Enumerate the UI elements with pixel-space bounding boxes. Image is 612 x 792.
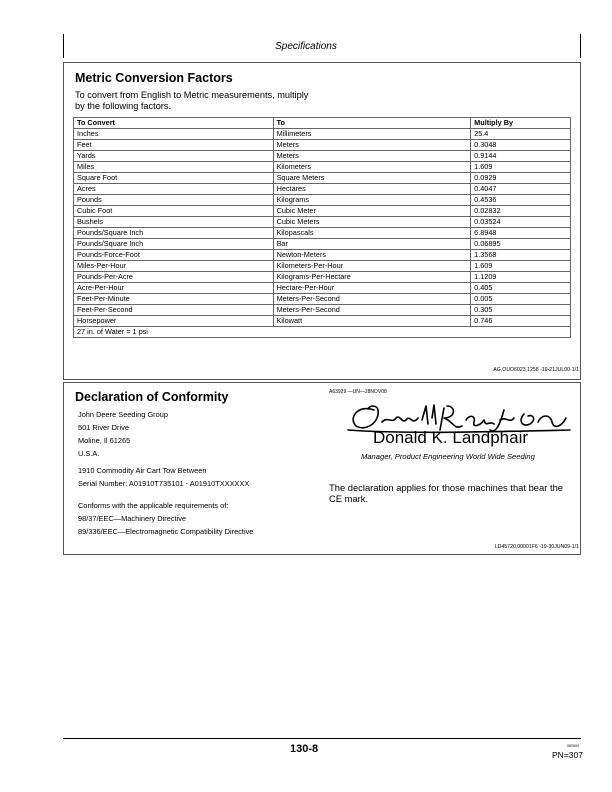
requirements-title: Conforms with the applicable requirements of:	[78, 501, 229, 510]
table-row	[74, 327, 571, 338]
table-note-cell: 27 in. of Water = 1 psi	[74, 327, 571, 338]
from-unit-cell: Feet-Per-Minute	[74, 294, 274, 305]
part-number: PN=307	[552, 750, 583, 760]
metric-reference-code: AG,OUO6023,1258 -19-21JUL00-1/1	[493, 367, 579, 373]
address-line: John Deere Seeding Group	[78, 410, 168, 419]
table-row	[74, 162, 571, 173]
factor-cell: 6.8948	[471, 228, 571, 239]
table-row	[74, 316, 571, 327]
from-unit-cell: Bushels	[74, 217, 274, 228]
product-info	[78, 464, 249, 490]
table-row	[74, 217, 571, 228]
signer-title: Manager, Product Engineering World Wide Seeding	[361, 452, 535, 461]
table-header-row	[74, 118, 571, 129]
metric-intro-line: by the following factors.	[75, 101, 172, 111]
table-row	[74, 184, 571, 195]
to-unit-cell: Newton-Meters	[273, 250, 471, 261]
to-unit-cell: Millimeters	[273, 129, 471, 140]
table-row	[74, 239, 571, 250]
product-line: 1910 Commodity Air Cart Tow Between	[78, 466, 207, 475]
to-unit-cell: Cubic Meters	[273, 217, 471, 228]
table-row	[74, 294, 571, 305]
to-unit-cell: Bar	[273, 239, 471, 250]
factor-cell: 1.1209	[471, 272, 571, 283]
from-unit-cell: Miles-Per-Hour	[74, 261, 274, 272]
to-unit-cell: Kilopascals	[273, 228, 471, 239]
table-row	[74, 140, 571, 151]
footer-rule	[63, 738, 581, 739]
to-unit-cell: Meters	[273, 140, 471, 151]
to-unit-cell: Kilometers	[273, 162, 471, 173]
from-unit-cell: Yards	[74, 151, 274, 162]
metric-intro	[75, 90, 375, 112]
to-unit-cell: Meters-Per-Second	[273, 305, 471, 316]
factor-cell: 0.03524	[471, 217, 571, 228]
column-header: To Convert	[74, 118, 274, 129]
factor-cell: 1.609	[471, 162, 571, 173]
from-unit-cell: Cubic Foot	[74, 206, 274, 217]
to-unit-cell: Hectares	[273, 184, 471, 195]
factor-cell: 0.4047	[471, 184, 571, 195]
factor-cell: 0.02832	[471, 206, 571, 217]
factor-cell: 0.405	[471, 283, 571, 294]
signer-name: Donald K. Landphair	[373, 428, 529, 447]
table-row	[74, 283, 571, 294]
ce-note-line: The declaration applies for those machines that bear the	[329, 482, 563, 493]
declaration-title: Declaration of Conformity	[75, 390, 229, 404]
factor-cell: 0.305	[471, 305, 571, 316]
from-unit-cell: Miles	[74, 162, 274, 173]
from-unit-cell: Inches	[74, 129, 274, 140]
from-unit-cell: Acres	[74, 184, 274, 195]
column-header: To	[273, 118, 471, 129]
to-unit-cell: Square Meters	[273, 173, 471, 184]
table-row	[74, 173, 571, 184]
image-code: A63929 —UN—28NOV08	[329, 389, 387, 395]
to-unit-cell: Kilowatt	[273, 316, 471, 327]
factor-cell: 0.3048	[471, 140, 571, 151]
factor-cell: 1.3568	[471, 250, 571, 261]
table-row	[74, 151, 571, 162]
manufacturer-address	[78, 408, 168, 460]
address-line: U.S.A.	[78, 449, 100, 458]
from-unit-cell: Horsepower	[74, 316, 274, 327]
to-unit-cell: Meters	[273, 151, 471, 162]
from-unit-cell: Pounds/Square Inch	[74, 239, 274, 250]
to-unit-cell: Kilograms	[273, 195, 471, 206]
from-unit-cell: Pounds	[74, 195, 274, 206]
factor-cell: 0.005	[471, 294, 571, 305]
from-unit-cell: Feet	[74, 140, 274, 151]
page-number: 130-8	[290, 743, 319, 755]
table-row	[74, 250, 571, 261]
from-unit-cell: Square Foot	[74, 173, 274, 184]
footer-small-code: 082609	[567, 744, 579, 748]
table-row	[74, 305, 571, 316]
to-unit-cell: Kilometers-Per-Hour	[273, 261, 471, 272]
table-row	[74, 272, 571, 283]
to-unit-cell: Cubic Meter	[273, 206, 471, 217]
declaration-reference-code: LD45720,00001F6 -19-30JUN09-1/1	[494, 544, 579, 550]
from-unit-cell: Acre-Per-Hour	[74, 283, 274, 294]
table-row	[74, 129, 571, 140]
address-line: 501 River Drive	[78, 423, 129, 432]
metric-intro-line: To convert from English to Metric measurements, multiply	[75, 90, 309, 100]
metric-title: Metric Conversion Factors	[75, 71, 233, 85]
serial-number: Serial Number: A01910T735101 - A01910TXXXXXX	[78, 479, 250, 488]
page-section-title: Specifications	[275, 41, 337, 52]
factor-cell: 1.609	[471, 261, 571, 272]
to-unit-cell: Hectare-Per-Hour	[273, 283, 471, 294]
factor-cell: 0.4536	[471, 195, 571, 206]
from-unit-cell: Pounds/Square Inch	[74, 228, 274, 239]
table-row	[74, 261, 571, 272]
factor-cell: 25.4	[471, 129, 571, 140]
factor-cell: 0.0929	[471, 173, 571, 184]
conversion-table	[73, 117, 571, 338]
requirements	[78, 499, 253, 538]
address-line: Moline, Il 61265	[78, 436, 131, 445]
column-header: Multiply By	[471, 118, 571, 129]
to-unit-cell: Kilograms-Per-Hectare	[273, 272, 471, 283]
factor-cell: 0.06895	[471, 239, 571, 250]
from-unit-cell: Pounds-Per-Acre	[74, 272, 274, 283]
ce-note-line: CE mark.	[329, 493, 369, 504]
table-row	[74, 228, 571, 239]
to-unit-cell: Meters-Per-Second	[273, 294, 471, 305]
requirement-item: 98/37/EEC—Machinery Directive	[78, 514, 187, 523]
from-unit-cell: Pounds-Force-Foot	[74, 250, 274, 261]
ce-mark-note	[329, 482, 574, 504]
factor-cell: 0.9144	[471, 151, 571, 162]
from-unit-cell: Feet-Per-Second	[74, 305, 274, 316]
factor-cell: 0.746	[471, 316, 571, 327]
requirement-item: 89/336/EEC—Electromagnetic Compatibility Directive	[78, 527, 254, 536]
table-row	[74, 206, 571, 217]
table-row	[74, 195, 571, 206]
